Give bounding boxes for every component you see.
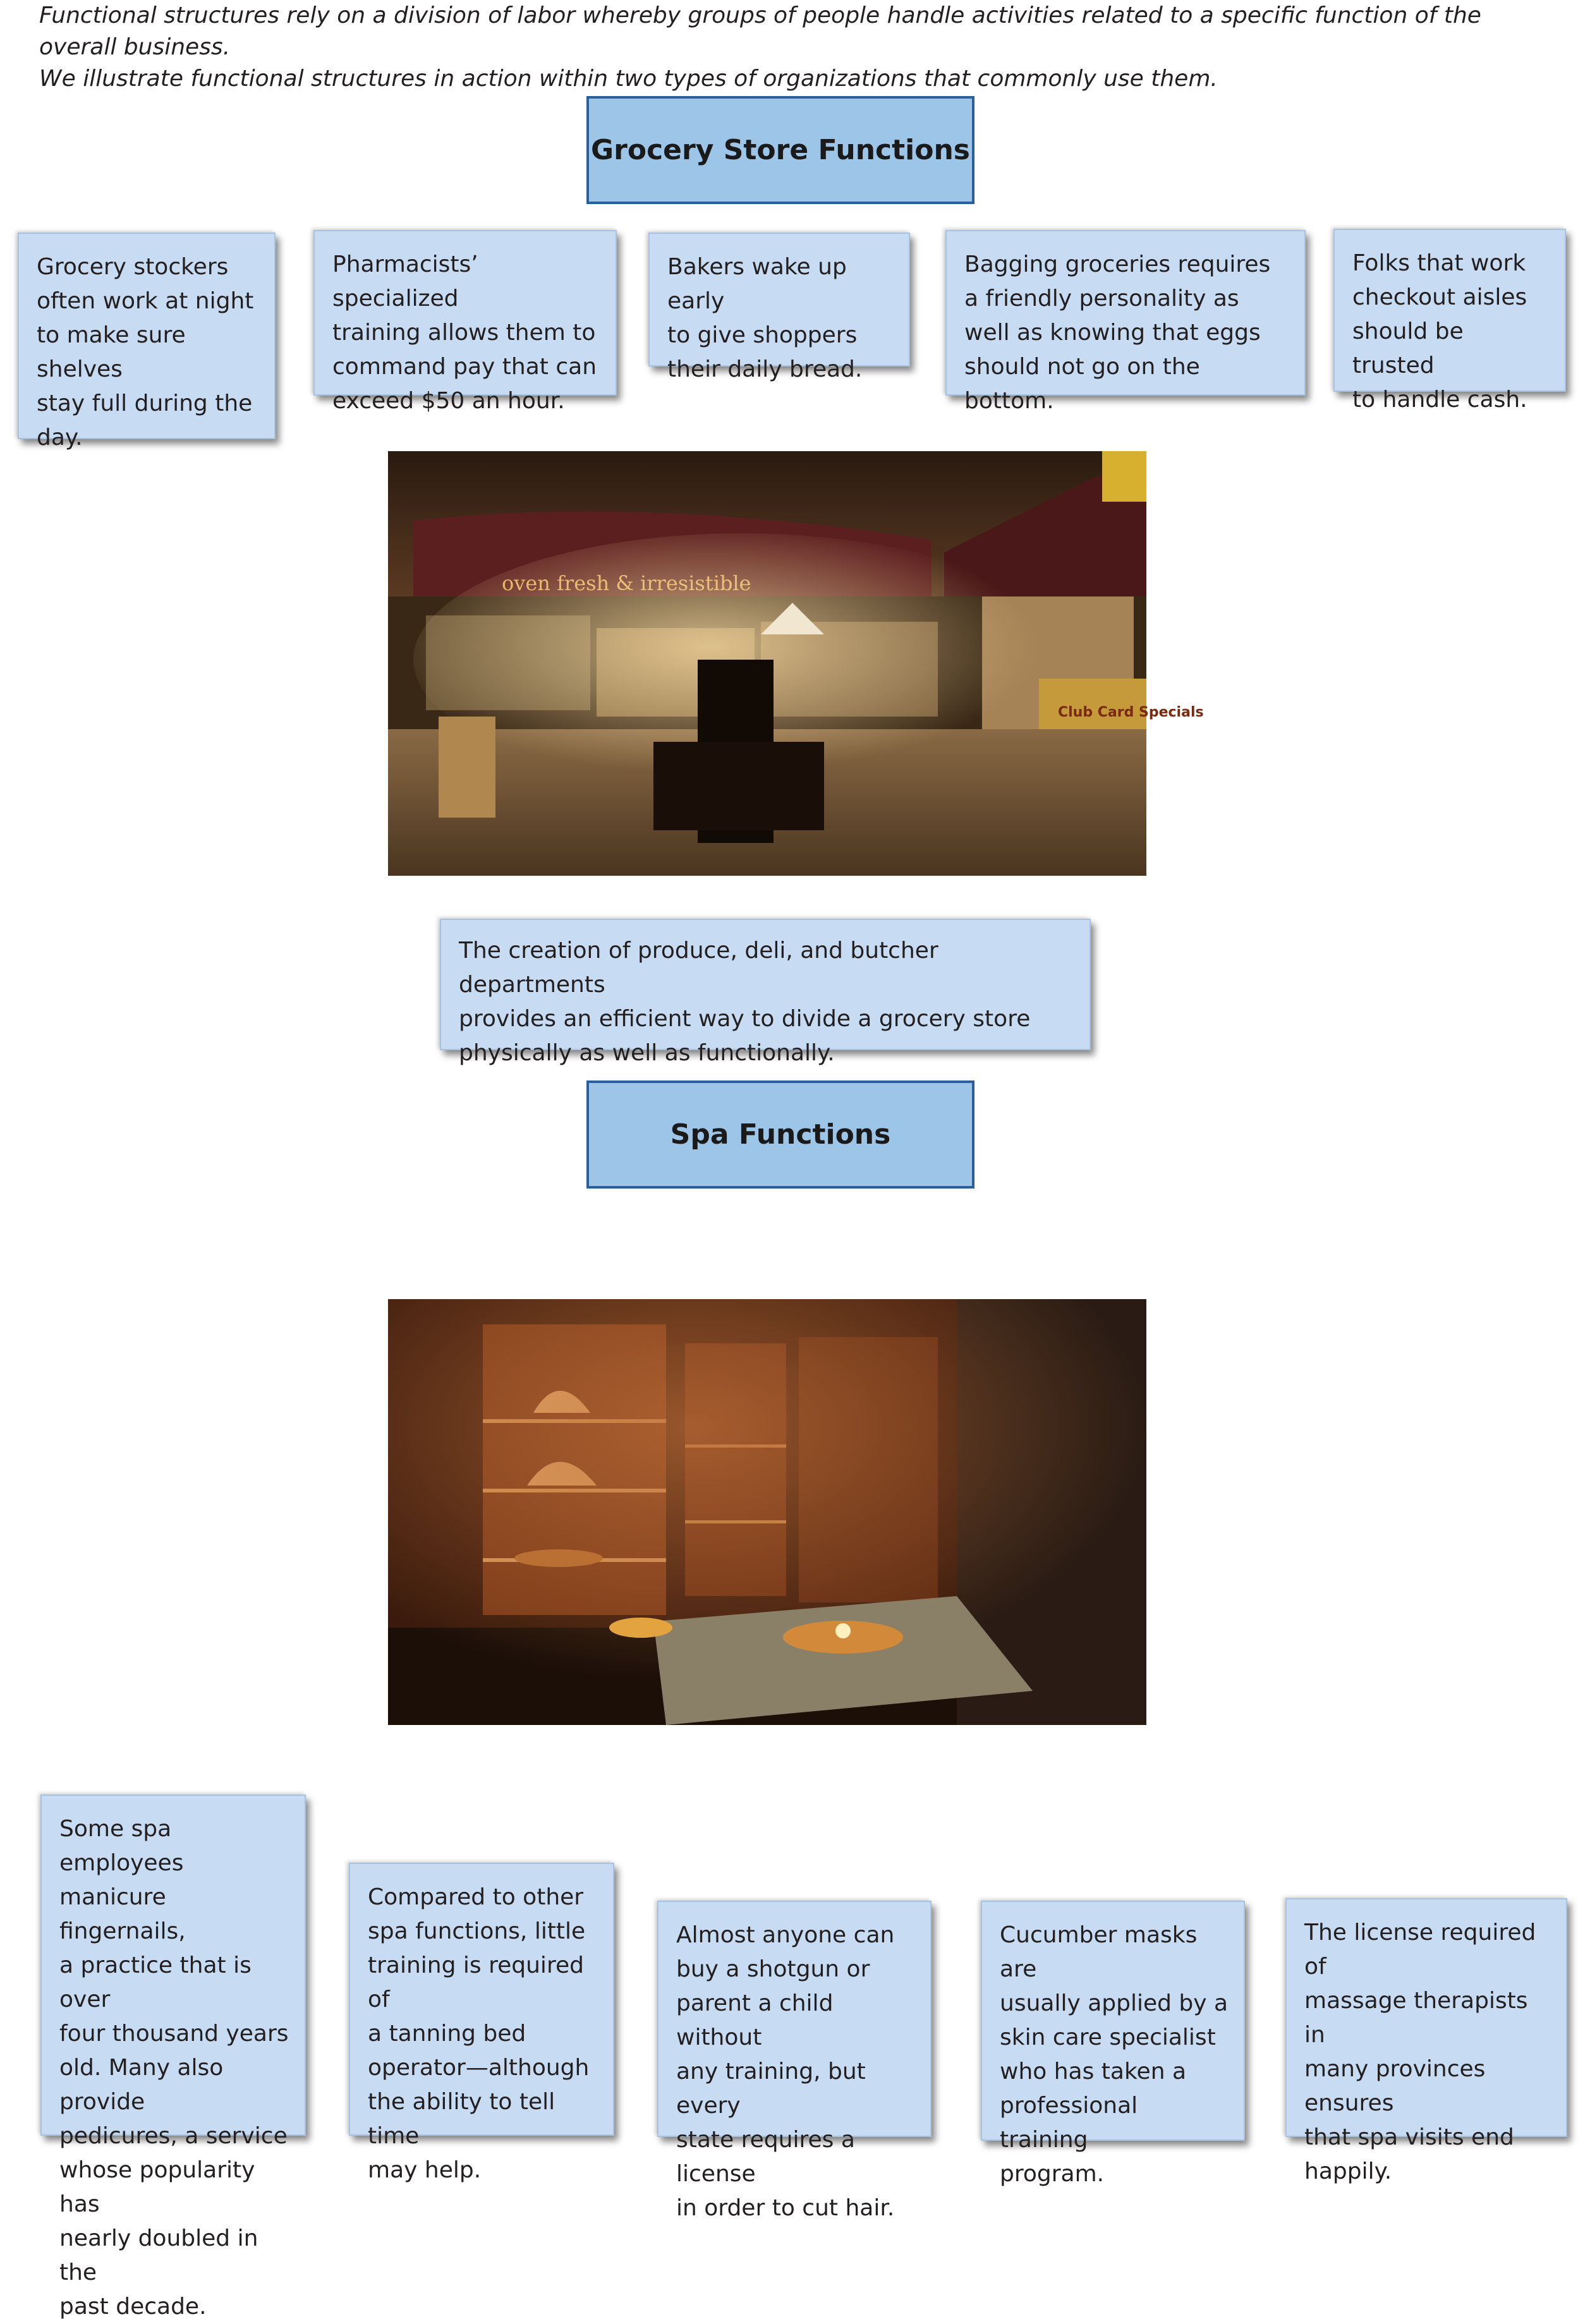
spa-card-skin-care: Cucumber masks are usually applied by a skin care specialist who has taken a professional training program. [981, 1901, 1245, 2141]
spa-room-photo [388, 1299, 1146, 1725]
intro-text [39, 0, 1556, 95]
grocery-card-bakers: Bakers wake up early to give shoppers their daily bread. [648, 233, 910, 366]
grocery-card-baggers: Bagging groceries requires a friendly personality as well as knowing that eggs should not go on the bottom. [945, 230, 1306, 396]
spa-card-manicure: Some spa employees manicure fingernails, a practice that is over four thousand years old. Many also provide pedicures, a service whose popularity has nearly doubled in the past decade. [40, 1794, 306, 2136]
spa-room-illustration [388, 1299, 1146, 1725]
grocery-card-checkout: Folks that work checkout aisles should be trusted to handle cash. [1333, 229, 1566, 392]
spa-card-massage: The license required of massage therapists in many provinces ensures that spa visits end happily. [1285, 1898, 1567, 2137]
grocery-header [586, 96, 974, 204]
intro-line-2: We illustrate functional structures in action within two types of organizations that commonly use them. [39, 66, 1218, 92]
spa-header-title: Spa Functions [670, 1118, 891, 1151]
spa-card-tanning: Compared to other spa functions, little training is required of a tanning bed operator—although the ability to tell time may help. [349, 1863, 614, 2136]
intro-line-1: Functional structures rely on a division of labor whereby groups of people handle activities related to a specific function of the overall business. [39, 3, 1481, 60]
grocery-store-photo [388, 451, 1204, 876]
grocery-caption-card: The creation of produce, deli, and butcher departments provides an efficient way to divide a grocery store physically as well as functionally. [440, 919, 1091, 1050]
grocery-store-illustration [388, 451, 1204, 876]
grocery-card-pharmacists: Pharmacists’ specialized training allows them to command pay that can exceed $50 an hour. [313, 230, 617, 396]
grocery-header-title: Grocery Store Functions [591, 134, 970, 166]
spa-header [586, 1080, 974, 1189]
grocery-card-stockers: Grocery stockers often work at night to make sure shelves stay full during the day. [18, 233, 276, 439]
spa-card-haircut: Almost anyone can buy a shotgun or parent a child without any training, but every state requires a license in order to cut hair. [657, 1901, 932, 2137]
promo-sign-text: Club Card Specials [1058, 705, 1204, 720]
